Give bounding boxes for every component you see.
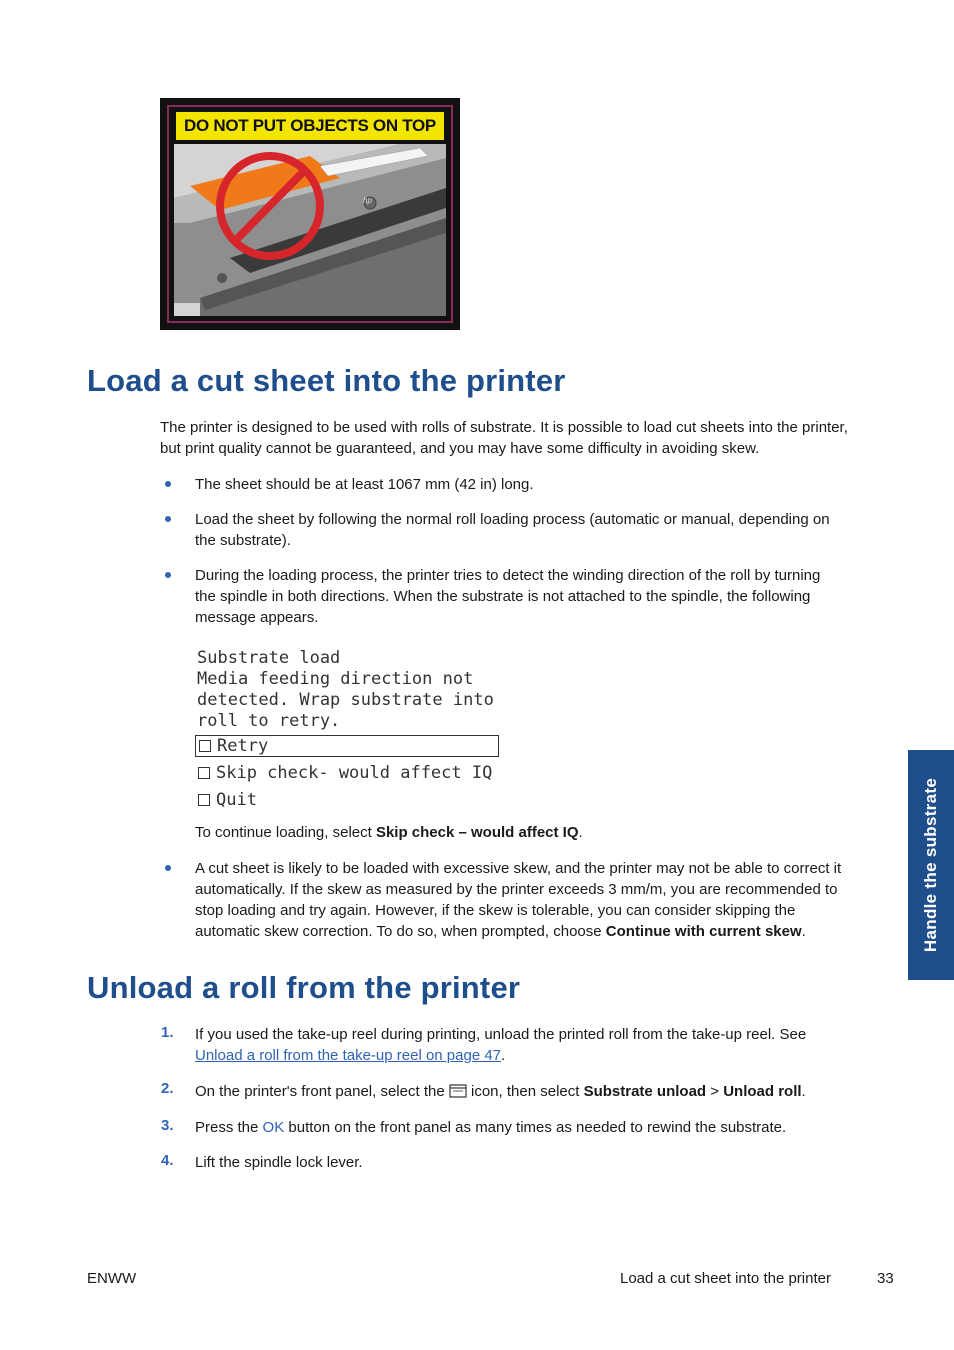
panel-option-retry[interactable] (195, 735, 499, 757)
step-item (195, 1024, 895, 1066)
panel-line: Substrate load (197, 648, 341, 668)
bullet-marker (165, 481, 171, 487)
continue-option: Skip check – would affect IQ (375, 824, 579, 841)
checkbox-icon (198, 794, 210, 806)
checkbox-icon (199, 740, 211, 752)
panel-option-label: Retry (217, 736, 269, 756)
continue-text: To continue loading, select (195, 824, 376, 841)
warning-label-text: DO NOT PUT OBJECTS ON TOP (184, 116, 436, 135)
step-number: 1. (161, 1024, 174, 1041)
bullet-item (195, 858, 895, 942)
panel-line: Media feeding direction not (197, 669, 474, 689)
menu-option-substrate-unload: Substrate unload (583, 1083, 707, 1100)
step-text: On the printer's front panel, select the (195, 1083, 449, 1100)
chapter-side-tab (908, 750, 954, 980)
punctuation: . (801, 1083, 806, 1100)
bullet-text: The sheet should be at least 1067 mm (42 in) long. (195, 476, 534, 493)
bullet-text: message appears. (195, 609, 319, 626)
step-item (195, 1152, 895, 1173)
chapter-side-tab-label: Handle the substrate (921, 777, 940, 953)
bullet-text: During the loading process, the printer tries to detect the winding direction of the roll by turning (195, 567, 821, 584)
panel-option-label: Skip check- would affect IQ (216, 763, 493, 783)
bullet-item (195, 565, 885, 628)
ok-key-name: OK (262, 1119, 285, 1136)
checkbox-icon (198, 767, 210, 779)
step-text: button on the front panel as many times as needed to rewind the substrate. (284, 1119, 787, 1136)
bullet-option: Continue with current skew (605, 923, 802, 940)
panel-option-label: Quit (216, 790, 257, 810)
intro-paragraph (160, 417, 890, 459)
panel-option-quit[interactable] (198, 790, 257, 811)
page-number: 33 (877, 1270, 894, 1287)
separator: > (706, 1083, 724, 1100)
intro-line: The printer is designed to be used with rolls of substrate. It is possible to load cut sheets into the printer, (160, 419, 848, 436)
bullet-text: the substrate). (195, 532, 291, 549)
substrate-icon (449, 1083, 467, 1099)
panel-line: roll to retry. (197, 711, 341, 731)
front-panel-message (197, 648, 517, 732)
step-text (195, 1045, 895, 1066)
step-number: 2. (161, 1080, 174, 1097)
bullet-marker (165, 865, 171, 871)
section-heading-load-cut-sheet: Load a cut sheet into the printer (87, 363, 566, 398)
continue-instruction (195, 822, 885, 843)
step-text: icon, then select (466, 1083, 584, 1100)
bullet-text: A cut sheet is likely to be loaded with excessive skew, and the printer may not be able to correct it (195, 860, 842, 877)
hp-logo: hp (363, 196, 372, 205)
bullet-marker (165, 516, 171, 522)
punctuation: . (578, 824, 583, 841)
bullet-marker (165, 572, 171, 578)
bullet-text-part: automatic skew correction. To do so, when prompted, choose (195, 923, 606, 940)
step-number: 3. (161, 1117, 174, 1134)
punctuation: . (801, 923, 806, 940)
intro-line: but print quality cannot be guaranteed, and you may have some difficulty in avoiding skew. (160, 440, 760, 457)
warning-figure (160, 98, 460, 330)
step-text: Press the (195, 1119, 263, 1136)
footer-left: ENWW (87, 1270, 137, 1287)
panel-option-skip-check[interactable] (198, 763, 492, 784)
step-item (195, 1081, 895, 1102)
bullet-text: automatically. If the skew as measured by the printer exceeds 3 mm/m, you are recommended to (195, 881, 838, 898)
bullet-text (195, 921, 895, 942)
bullet-text: the spindle in both directions. When the substrate is not attached to the spindle, the following (195, 588, 811, 605)
footer-section-title: Load a cut sheet into the printer (620, 1270, 831, 1287)
step-number: 4. (161, 1152, 174, 1169)
step-text: If you used the take-up reel during printing, unload the printed roll from the take-up reel. See (195, 1026, 807, 1043)
bullet-item (195, 474, 885, 495)
section-heading-unload-roll: Unload a roll from the printer (87, 970, 521, 1005)
punctuation: . (501, 1047, 506, 1064)
panel-line: detected. Wrap substrate into (197, 690, 494, 710)
bullet-text: Load the sheet by following the normal roll loading process (automatic or manual, depending on (195, 511, 830, 528)
bullet-text: stop loading and try again. However, if the skew is tolerable, you can consider skipping the (195, 902, 796, 919)
warning-label (176, 112, 444, 140)
link-unload-take-up-reel[interactable]: Unload a roll from the take-up reel on page 47 (195, 1047, 502, 1064)
menu-option-unload-roll: Unload roll (723, 1083, 802, 1100)
step-item (195, 1117, 895, 1138)
bullet-item (195, 509, 885, 551)
step-text: Lift the spindle lock lever. (195, 1154, 363, 1171)
